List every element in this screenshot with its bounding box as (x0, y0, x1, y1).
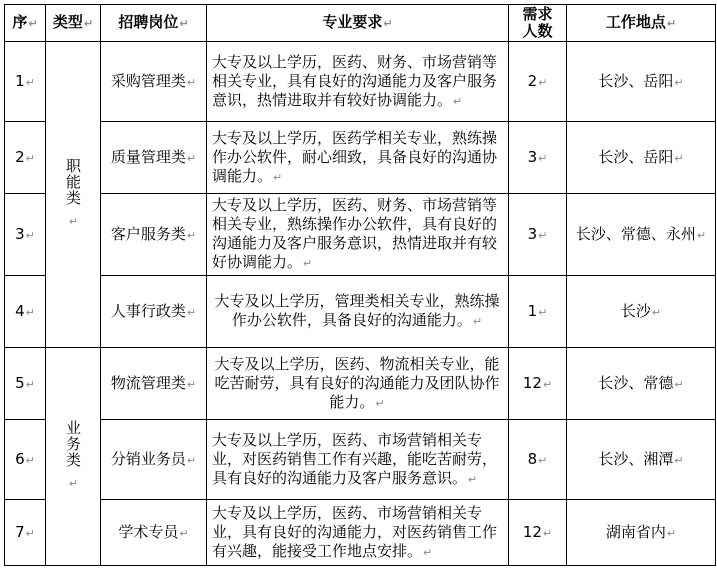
row-location: 长沙、岳阳↵ (567, 122, 716, 194)
row-position: 学术专员↵ (101, 500, 207, 566)
row-seq: 4↵ (5, 276, 46, 348)
row-seq: 5↵ (5, 348, 46, 420)
row-count: 12↵ (509, 348, 567, 420)
row-location: 长沙、岳阳↵ (567, 42, 716, 122)
row-seq: 2↵ (5, 122, 46, 194)
recruitment-table (4, 4, 716, 566)
row-seq: 1↵ (5, 42, 46, 122)
row-location: 长沙↵ (567, 276, 716, 348)
row-position: 物流管理类↵ (101, 348, 207, 420)
table-row (5, 276, 716, 348)
table-row (5, 42, 716, 122)
row-position: 人事行政类↵ (101, 276, 207, 348)
row-seq: 7↵ (5, 500, 46, 566)
header-position: 招聘岗位↵ (101, 5, 207, 42)
row-requirement: 大专及以上学历，医药、物流相关专业，能吃苦耐劳，具有良好的沟通能力及团队协作能力。↵ (207, 348, 509, 420)
table-row (5, 122, 716, 194)
table-row (5, 194, 716, 276)
row-requirement: 大专及以上学历，医药、市场营销相关专业，对医药销售工作有兴趣，能吃苦耐劳，具有良好的沟通能力及客户服务意识。↵ (207, 420, 509, 500)
header-seq: 序↵ (5, 5, 46, 42)
row-location: 长沙、常德、永州↵ (567, 194, 716, 276)
row-seq: 3↵ (5, 194, 46, 276)
row-count: 3↵ (509, 122, 567, 194)
header-row (5, 5, 716, 42)
table-row (5, 500, 716, 566)
header-requirement: 专业要求↵ (207, 5, 509, 42)
row-requirement: 大专及以上学历，医药、财务、市场营销等相关专业，熟练操作办公软件，具有良好的沟通能力及客户服务意识，热情进取并有较好协调能力。↵ (207, 194, 509, 276)
row-location: 长沙、湘潭↵ (567, 420, 716, 500)
row-requirement: 大专及以上学历，医药、市场营销相关专业，具有良好的沟通能力，对医药销售工作有兴趣，能接受工作地点安排。↵ (207, 500, 509, 566)
header-count: 需求 人数 (509, 5, 567, 42)
row-seq: 6↵ (5, 420, 46, 500)
row-count: 8↵ (509, 420, 567, 500)
row-count: 1↵ (509, 276, 567, 348)
row-requirement: 大专及以上学历，医药、财务、市场营销等相关专业，具有良好的沟通能力及客户服务意识，热情进取并有较好协调能力。↵ (207, 42, 509, 122)
row-position: 客户服务类↵ (101, 194, 207, 276)
row-requirement: 大专及以上学历，管理类相关专业，熟练操作办公软件，具备良好的沟通能力。↵ (207, 276, 509, 348)
row-position: 采购管理类↵ (101, 42, 207, 122)
header-location: 工作地点↵ (567, 5, 716, 42)
table-row (5, 420, 716, 500)
row-position: 质量管理类↵ (101, 122, 207, 194)
row-position: 分销业务员↵ (101, 420, 207, 500)
header-type: 类型↵ (46, 5, 101, 42)
row-count: 3↵ (509, 194, 567, 276)
row-location: 长沙、常德↵ (567, 348, 716, 420)
type-group-business: 业务类 ↵ (46, 348, 101, 566)
type-group-functional: 职能类 ↵ (46, 42, 101, 348)
row-requirement: 大专及以上学历，医药学相关专业，熟练操作办公软件，耐心细致，具备良好的沟通协调能力。↵ (207, 122, 509, 194)
row-count: 12↵ (509, 500, 567, 566)
row-count: 2↵ (509, 42, 567, 122)
row-location: 湖南省内↵ (567, 500, 716, 566)
table-row (5, 348, 716, 420)
